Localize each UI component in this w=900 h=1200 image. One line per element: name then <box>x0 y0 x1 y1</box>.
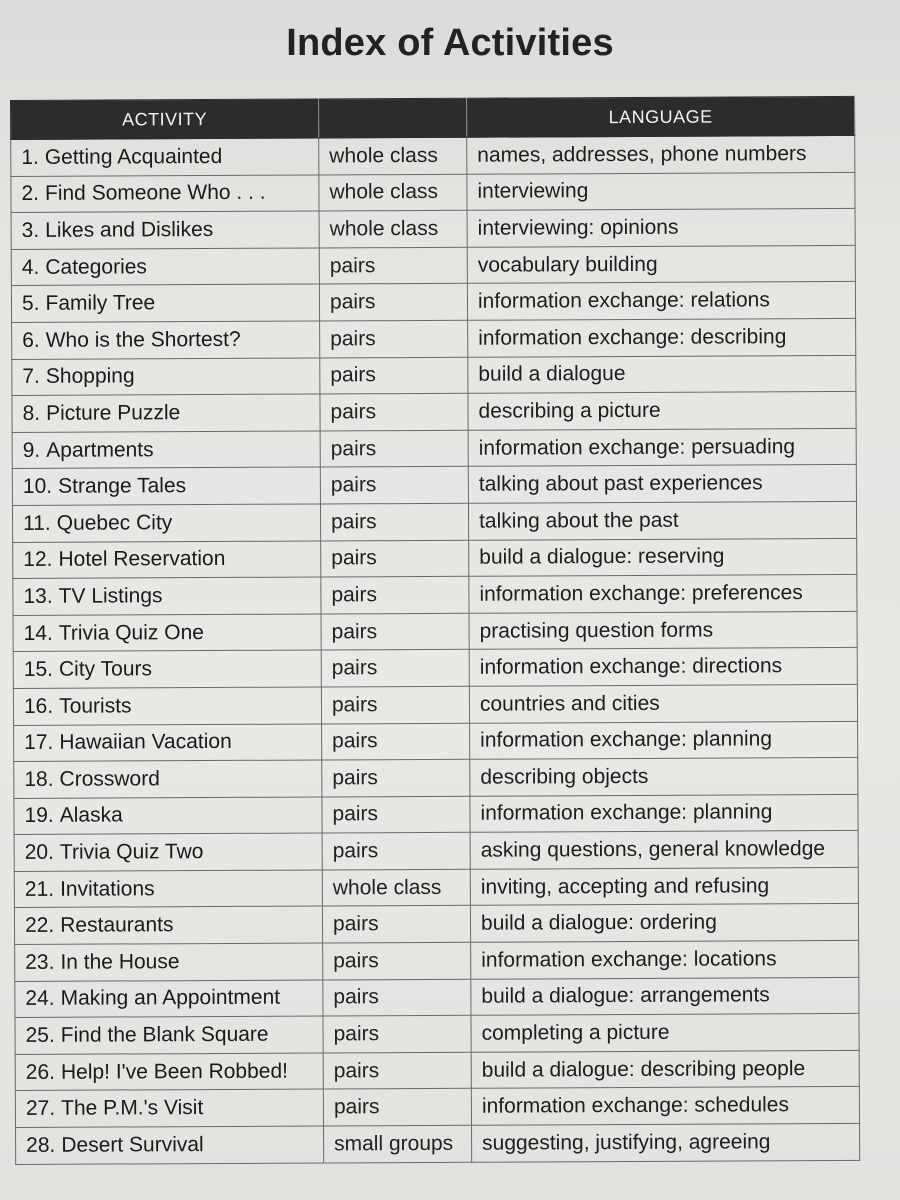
language-cell: practising question forms <box>469 611 857 649</box>
activity-cell <box>11 138 319 176</box>
activity-number: 17. <box>24 731 54 755</box>
group-cell: pairs <box>322 723 470 760</box>
activity-name: Making an Appointment <box>60 986 281 1011</box>
activity-name: Tourists <box>59 694 132 718</box>
group-cell: pairs <box>320 503 468 540</box>
language-cell: inviting, accepting and refusing <box>470 867 858 905</box>
header-activity: ACTIVITY <box>11 99 319 140</box>
table-row <box>12 318 856 359</box>
group-cell: pairs <box>320 320 468 357</box>
activity-number: 9. <box>22 438 41 462</box>
activity-cell <box>12 394 320 432</box>
activity-cell <box>14 760 322 798</box>
activity-number: 5. <box>21 292 40 316</box>
group-cell: whole class <box>319 174 467 211</box>
activity-number: 6. <box>22 328 40 352</box>
activity-number: 16. <box>23 694 54 718</box>
group-cell: pairs <box>320 393 468 430</box>
language-cell: information exchange: planning <box>470 794 858 832</box>
activity-name: Who is the Shortest? <box>45 327 241 352</box>
activity-name: Likes and Dislikes <box>45 217 214 242</box>
activity-number: 15. <box>23 657 54 682</box>
activity-name: Find the Blank Square <box>60 1022 269 1047</box>
group-cell: pairs <box>320 357 468 394</box>
activity-cell <box>15 1053 323 1091</box>
activity-number: 12. <box>23 548 53 572</box>
activity-name: Desert Survival <box>61 1132 204 1157</box>
activity-name: Shopping <box>45 364 135 389</box>
activity-number: 1. <box>21 145 39 169</box>
group-cell: small groups <box>324 1125 472 1162</box>
group-cell: pairs <box>323 1052 471 1089</box>
language-cell: countries and cities <box>469 684 857 722</box>
language-cell: build a dialogue <box>468 355 856 393</box>
activity-cell <box>14 833 322 871</box>
table-row <box>15 1050 859 1091</box>
activities-table <box>10 96 860 1165</box>
language-cell: information exchange: directions <box>469 648 857 686</box>
activity-number: 22. <box>24 914 55 938</box>
table-row <box>13 684 857 725</box>
activity-cell <box>11 211 319 249</box>
activity-name: Family Tree <box>45 291 156 316</box>
group-cell: pairs <box>319 247 467 284</box>
activity-cell <box>13 614 321 652</box>
header-language: LANGUAGE <box>466 96 854 137</box>
group-cell: pairs <box>322 796 470 833</box>
language-cell: build a dialogue: arrangements <box>471 977 859 1015</box>
group-cell: pairs <box>322 833 470 870</box>
language-cell: asking questions, general knowledge <box>470 831 858 869</box>
table-row <box>14 867 858 908</box>
activity-number: 10. <box>22 474 53 499</box>
activity-number: 19. <box>24 804 54 828</box>
activity-name: Invitations <box>60 876 155 901</box>
activity-number: 18. <box>24 767 54 791</box>
table-row <box>14 794 858 835</box>
activity-cell <box>12 431 320 469</box>
table-row <box>15 1087 859 1128</box>
table-row <box>11 135 855 176</box>
language-cell: vocabulary building <box>467 245 855 283</box>
table-row <box>16 1123 860 1164</box>
activity-cell <box>13 541 321 579</box>
activity-number: 26. <box>25 1060 56 1084</box>
language-cell: information exchange: persuading <box>468 428 856 466</box>
group-cell: pairs <box>321 650 469 687</box>
activity-number: 3. <box>21 218 40 242</box>
activity-number: 21. <box>24 877 55 901</box>
activity-number: 8. <box>22 401 41 425</box>
activity-name: Trivia Quiz Two <box>59 840 204 864</box>
language-cell: build a dialogue: ordering <box>470 904 858 942</box>
language-cell: information exchange: preferences <box>469 574 857 612</box>
language-cell: build a dialogue: reserving <box>469 538 857 576</box>
activity-number: 11. <box>23 511 51 535</box>
activity-cell <box>15 980 323 1018</box>
activity-name: Picture Puzzle <box>45 401 181 425</box>
language-cell: information exchange: planning <box>470 721 858 759</box>
language-cell: describing objects <box>470 757 858 795</box>
activity-cell <box>12 321 320 359</box>
language-cell: interviewing: opinions <box>467 209 855 247</box>
activity-name: Help! I've Been Robbed! <box>60 1059 289 1084</box>
table-body <box>11 135 860 1164</box>
activity-name: Crossword <box>59 767 160 791</box>
activity-cell <box>15 1089 323 1127</box>
table-row <box>14 757 858 798</box>
activity-number: 28. <box>26 1133 56 1157</box>
table-row <box>12 465 856 506</box>
activity-number: 24. <box>25 987 55 1011</box>
activity-name: Find Someone Who . . . <box>44 181 266 206</box>
table-row <box>13 574 857 615</box>
activity-name: Alaska <box>59 803 123 828</box>
activity-cell <box>11 175 319 213</box>
group-cell: pairs <box>322 759 470 796</box>
activity-cell <box>12 358 320 396</box>
language-cell: names, addresses, phone numbers <box>467 135 855 173</box>
activity-cell <box>12 504 320 542</box>
table-header <box>11 96 855 139</box>
activity-cell <box>15 1016 323 1054</box>
activity-name: TV Listings <box>58 584 163 608</box>
table-row <box>13 611 857 652</box>
activity-name: Restaurants <box>60 913 174 938</box>
table-row <box>15 1014 859 1055</box>
activity-name: Trivia Quiz One <box>58 620 204 645</box>
activity-cell <box>14 797 322 835</box>
language-cell: information exchange: locations <box>471 940 859 978</box>
header-group <box>318 98 466 138</box>
table-row <box>12 392 856 433</box>
group-cell: pairs <box>321 613 469 650</box>
table-row <box>12 501 856 542</box>
activity-number: 13. <box>23 584 53 608</box>
activity-cell <box>14 906 322 944</box>
activity-cell <box>14 723 322 761</box>
language-cell: information exchange: schedules <box>471 1087 859 1125</box>
activity-name: Quebec City <box>56 510 173 535</box>
activity-cell <box>11 248 319 286</box>
activity-cell <box>14 870 322 908</box>
activity-name: The P.M.'s Visit <box>61 1096 204 1120</box>
activity-cell <box>13 577 321 615</box>
group-cell: pairs <box>321 686 469 723</box>
group-cell: pairs <box>323 979 471 1016</box>
activity-number: 23. <box>25 950 55 974</box>
table-row <box>15 977 859 1018</box>
language-cell: describing a picture <box>468 392 856 430</box>
table-row <box>14 904 858 945</box>
group-cell: pairs <box>320 430 468 467</box>
activity-number: 7. <box>22 365 40 389</box>
activity-number: 4. <box>21 255 40 279</box>
activity-name: Getting Acquainted <box>44 144 223 169</box>
group-cell: pairs <box>323 1016 471 1053</box>
activity-cell <box>13 650 321 688</box>
table-row <box>14 721 858 762</box>
activity-cell <box>15 943 323 981</box>
language-cell: information exchange: relations <box>467 282 855 320</box>
activity-number: 20. <box>24 840 54 865</box>
table-row <box>11 172 855 213</box>
table-row <box>11 209 855 250</box>
table-row <box>13 648 857 689</box>
group-cell: pairs <box>320 467 468 504</box>
activity-cell <box>16 1126 324 1164</box>
activity-number: 14. <box>23 621 53 645</box>
group-cell: pairs <box>323 942 471 979</box>
activity-name: Apartments <box>46 437 154 462</box>
language-cell: interviewing <box>467 172 855 210</box>
activity-name: Strange Tales <box>58 474 187 498</box>
language-cell: suggesting, justifying, agreeing <box>472 1123 860 1161</box>
activity-name: In the House <box>60 950 180 974</box>
activity-number: 25. <box>25 1023 55 1047</box>
group-cell: whole class <box>319 137 467 174</box>
activity-name: Hawaiian Vacation <box>59 730 232 755</box>
group-cell: whole class <box>319 210 467 247</box>
page-title: Index of Activities <box>286 22 614 64</box>
table-row <box>14 831 858 872</box>
table-row <box>13 538 857 579</box>
language-cell: talking about past experiences <box>468 465 856 503</box>
group-cell: pairs <box>322 906 470 943</box>
group-cell: pairs <box>323 1089 471 1126</box>
activity-name: City Tours <box>58 657 153 681</box>
language-cell: build a dialogue: describing people <box>471 1050 859 1088</box>
group-cell: pairs <box>321 540 469 577</box>
header-row <box>11 96 855 139</box>
language-cell: information exchange: describing <box>468 318 856 356</box>
activity-cell <box>12 467 320 505</box>
group-cell: pairs <box>321 576 469 613</box>
activity-number: 2. <box>21 182 40 206</box>
activity-name: Categories <box>45 254 147 279</box>
language-cell: talking about the past <box>468 501 856 539</box>
table-row <box>15 940 859 981</box>
activity-number: 27. <box>25 1097 56 1121</box>
table-row <box>12 428 856 469</box>
group-cell: pairs <box>319 284 467 321</box>
group-cell: whole class <box>322 869 470 906</box>
table-row <box>12 355 856 396</box>
table-row <box>11 245 855 286</box>
activity-cell <box>13 687 321 725</box>
table-row <box>11 282 855 323</box>
activity-cell <box>11 284 319 322</box>
activity-name: Hotel Reservation <box>58 547 226 572</box>
language-cell: completing a picture <box>471 1014 859 1052</box>
